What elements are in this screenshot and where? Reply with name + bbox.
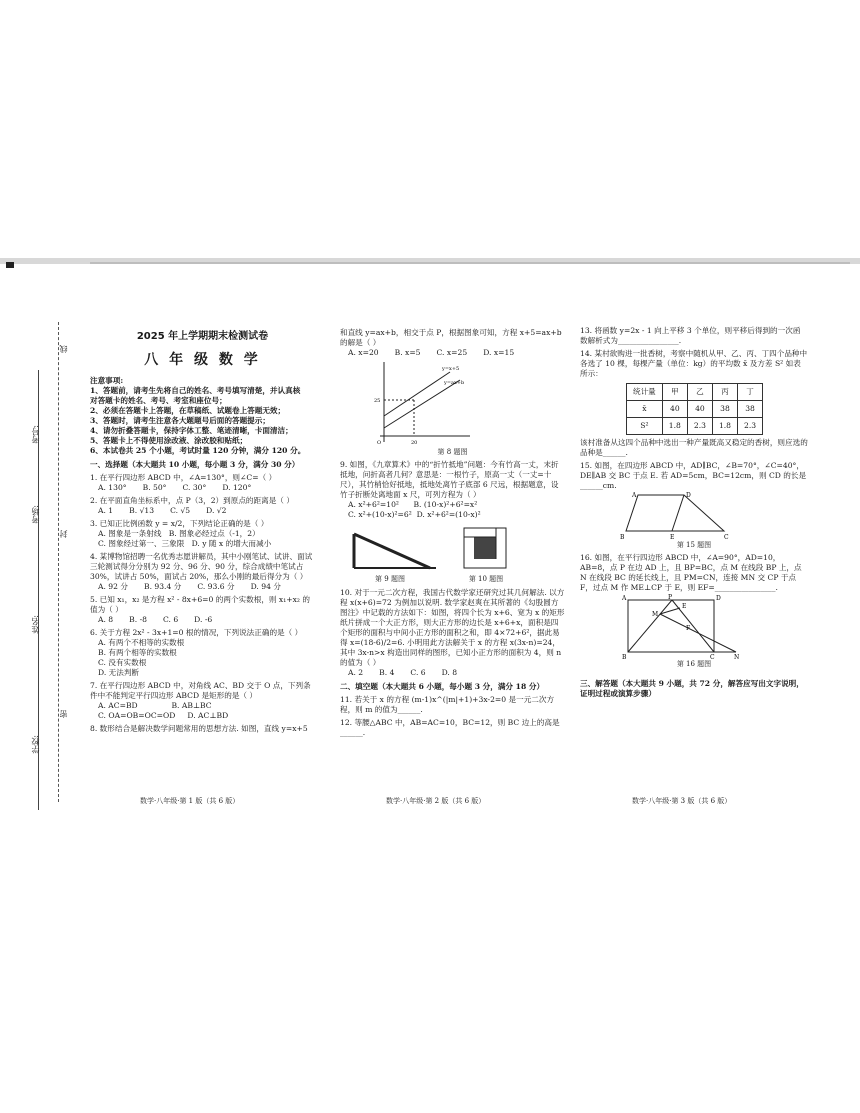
- question-1: 1. 在平行四边形 ABCD 中，∠A=130°，则∠C=（ ）: [90, 472, 277, 482]
- option: C. 没有实数根: [98, 658, 147, 668]
- label-a: A: [632, 492, 637, 500]
- name-label: 姓名:: [31, 615, 40, 634]
- label-p: P: [668, 593, 673, 601]
- option: [340, 500, 565, 510]
- option: D. 无法判断: [98, 668, 140, 678]
- question-13: 13. 将函数 y=2x - 1 向上平移 3 个单位，则平移后得到的一次函数解析式为________________.: [580, 326, 801, 346]
- figure-16-caption: 第 16 题图: [676, 659, 712, 668]
- table-row: [627, 401, 763, 418]
- table-cell: 1.8: [712, 418, 737, 435]
- label-b: B: [620, 534, 625, 542]
- segment-pc: [672, 600, 714, 652]
- option-text: D. y 随 x 的增大而减小: [191, 538, 272, 548]
- option-text: C. x²+(10-x)²=6²: [348, 510, 412, 520]
- option-text: B. (10-x)²+6²=x²: [413, 500, 478, 510]
- option: B. √13: [129, 505, 155, 515]
- notes-heading: 注意事项:: [90, 375, 124, 385]
- option-text: D. AC⊥BD: [187, 711, 229, 721]
- option: D. 8: [441, 667, 458, 677]
- label-e: E: [670, 534, 675, 542]
- question-8-continued: 和直线 y=ax+b，相交于点 P，根据图象可知，方程 x+5=ax+b 的解是（ ）: [340, 328, 562, 348]
- table-cell: S²: [627, 418, 663, 435]
- question-9: 9. 如图，《九章算术》中的“折竹抵地”问题：今有竹高一丈，末折抵地，问折高者几何？意思是：一根竹子，原高一丈（一丈=十尺），其竹梢恰好抵地，抵地处离竹子底部 6 尺远，根据题意，设竹子折断处离地面 x 尺，可列方程为（ ）: [340, 460, 559, 500]
- option-text: A. 图象是一条射线: [98, 528, 162, 538]
- label-line-2: y=ax+b: [444, 380, 465, 387]
- table-cell: 38: [738, 401, 763, 418]
- option: A. 8: [98, 615, 114, 624]
- label-f: F: [686, 624, 691, 632]
- figure-8-caption: 第 8 题图: [437, 448, 468, 457]
- option: A. 2: [348, 667, 364, 677]
- figures-9-10: [340, 524, 565, 584]
- table-header-row: [627, 384, 763, 401]
- table-header: 甲: [662, 384, 687, 401]
- section-3-heading: 三、解答题（本大题共 9 小题，共 72 分，解答应写出文字说明，证明过程或演算步骤）: [580, 678, 804, 698]
- question-14-end: 该村准备从这四个品种中选出一种产量既高又稳定的香树，则应选的品种是______.: [580, 438, 808, 458]
- table-cell: 2.3: [738, 418, 763, 435]
- section-1-heading: 一、选择题（本大题共 10 小题，每小题 3 分，满分 30 分）: [90, 459, 300, 469]
- label-x-value: 20: [411, 440, 418, 447]
- question-1-options: [90, 483, 315, 493]
- table-cell: 40: [662, 401, 687, 418]
- label-e: E: [682, 602, 687, 610]
- question-10-options: [340, 668, 565, 678]
- question-2-options: [90, 506, 315, 516]
- figure-9-wrap: [340, 524, 440, 584]
- exam-subject: 八 年 级 数 学: [144, 352, 261, 369]
- option: C. 30°: [182, 482, 207, 492]
- question-11: 11. 若关于 x 的方程 (m-1)x^(|m|+1)+3x-2=0 是一元二次方程，则 m 的值为______.: [340, 694, 555, 714]
- label-c: C: [710, 653, 715, 660]
- option: [90, 711, 315, 721]
- notes-list: [90, 386, 315, 456]
- option: D. 120°: [222, 482, 252, 492]
- figure-15-caption: 第 15 题图: [676, 541, 712, 550]
- option: [90, 701, 315, 711]
- table-cell: 40: [687, 401, 712, 418]
- line-y-x-plus-5: [384, 372, 450, 416]
- option: B. 4: [379, 667, 395, 677]
- question-16: 16. 如图，在平行四边形 ABCD 中，∠A=90°，AD=10，AB=8，点 P 在边 AD 上，且 BP=BC，点 M 在线段 BP 上，点 N 在线段 BC 的延长线上，且 PM=CN，连接 MN 交 CP 于点 F，过点 M 作 ME⊥CP 于 E，则 EF=________________.: [580, 553, 802, 593]
- option: A. x=20: [348, 348, 379, 358]
- stats-table: [626, 383, 763, 435]
- label-m: M: [652, 610, 659, 618]
- table-row: [627, 418, 763, 435]
- question-12: 12. 等腰△ABC 中，AB=AC=10，BC=12，则 BC 边上的高是______.: [340, 717, 560, 737]
- figure-8: [370, 358, 480, 448]
- figure-9: [340, 524, 440, 572]
- option: C. x=25: [436, 348, 468, 358]
- page-2-footer: 数学·八年级·第 2 版（共 6 版）: [386, 797, 486, 805]
- option-text: C. OA=OB=OC=OD: [98, 711, 176, 721]
- option: B. 50°: [142, 482, 167, 492]
- question-2: 2. 在平面直角坐标系中，点 P（3，2）到原点的距离是（ ）: [90, 495, 294, 505]
- exam-number-label: 考号:: [31, 425, 40, 444]
- question-15: 15. 如图，在四边形 ABCD 中，AD∥BC，∠B=70°，∠C=40°，DE∥AB 交 BC 于点 E. 若 AD=5cm，BC=12cm，则 CD 的长是______cm.: [580, 461, 807, 491]
- question-10: 10. 对于一元二次方程，我国古代数学家还研究过其几何解法. 以方程 x(x+6)=72 为例加以说明. 数学家赵爽在其所著的《勾股圆方图注》中记载的方法如下：如图，将四个长为 x+6、宽为 x 的矩形纸片拼成一个大正方形，则大正方形的边长是 x+6+x，面积是四个矩形的面积与中间小正方形的面积之和，即 4×72+6²，据此易得 x=(18-6)/2=6. 小明用此方法解关于 x 的方程 x(3x-n)=24，其中 3x-n>x 构造出同样的图形，已知小正方形的面积为 4，则 n 的值为（ ）: [340, 587, 565, 667]
- question-3: 3. 已知正比例函数 y = x/2，下列结论正确的是（ ）: [90, 518, 269, 528]
- option: [340, 510, 565, 520]
- question-14: 14. 某村欲购进一批香树，考察中随机从甲、乙、丙、丁四个品种中各选了 10 棵，每棵产量（单位：kg）的平均数 x̄ 及方差 S² 如表所示：: [580, 349, 808, 379]
- question-8: 8. 数形结合是解决数学问题常用的思想方法. 如图，直线 y=x+5: [90, 724, 308, 734]
- option-text: D. x²+6²=(10-x)²: [416, 510, 481, 520]
- question-6: 6. 关于方程 2x² - 3x+1=0 根的情况，下列说法正确的是（ ）: [90, 628, 303, 638]
- label-y-value: 25: [374, 398, 381, 405]
- note-item: 2、必须在答题卡上答题，在草稿纸、试题卷上答题无效；: [90, 405, 286, 415]
- page-3: [580, 318, 808, 818]
- figure-10-wrap: [460, 524, 512, 584]
- note-item: 1、答题前，请考生先将自己的姓名、考号填写清楚，并认真核: [90, 385, 301, 395]
- question-5-options: [90, 615, 315, 625]
- scan-top-line: [90, 262, 850, 264]
- figure-9-caption: 第 9 题图: [375, 575, 405, 584]
- trapezoid: [626, 495, 724, 531]
- question-8-options: [340, 348, 565, 358]
- option-text: A. x²+6²=10²: [348, 500, 399, 510]
- option-text: A. AC=BD: [98, 701, 138, 711]
- option: B. 93.4 分: [143, 581, 182, 591]
- page-2: [340, 318, 565, 818]
- section-2-heading: 二、填空题（本大题共 6 小题，每小题 3 分，满分 18 分）: [340, 681, 545, 691]
- note-item: 4、请勿折叠答题卡，保持字体工整、笔迹清晰，卡面清洁；: [90, 425, 293, 435]
- table-cell: 1.8: [662, 418, 687, 435]
- segment-mn: [660, 614, 736, 652]
- rectangle-abcd: [628, 600, 714, 652]
- line-y-ax-plus-b: [384, 380, 460, 428]
- segment-bp: [628, 600, 672, 652]
- table-cell: 2.3: [687, 418, 712, 435]
- option: A. 130°: [98, 482, 127, 492]
- label-n: N: [734, 653, 740, 660]
- option: D. x=15: [483, 348, 515, 358]
- option-text: C. 图象经过第一、三象限: [98, 538, 185, 548]
- bamboo-broken: [354, 534, 430, 568]
- note-item: 3、答题时，请考生注意各大题题号后面的答题提示；: [90, 415, 270, 425]
- question-7: 7. 在平行四边形 ABCD 中，对角线 AC、BD 交于 O 点，下列条件中不能判定平行四边形 ABCD 是矩形的是（ ）: [90, 681, 311, 701]
- figure-10-caption: 第 10 题图: [468, 575, 504, 584]
- label-d: D: [716, 594, 721, 602]
- label-line-1: y=x+5: [442, 366, 460, 373]
- inner-square: [474, 537, 496, 559]
- question-4: 4. 某博物馆招聘一名优秀志愿讲解员，其中小刚笔试、试讲、面试三轮测试得分分别为 92 分、96 分、90 分，综合成绩中笔试占 30%，试讲占 50%，面试占 20%，那么小刚的最后得分为（ ）: [90, 551, 313, 581]
- option: C. 6: [410, 667, 426, 677]
- table-header: 丙: [712, 384, 737, 401]
- page-1: [90, 318, 315, 818]
- binding-marker-seal: 封: [59, 530, 68, 538]
- label-origin: O: [377, 440, 382, 447]
- option-text: B. AB⊥BC: [171, 701, 212, 711]
- figure-15: [620, 491, 740, 541]
- table-cell: x̄: [627, 401, 663, 418]
- label-c: C: [724, 534, 729, 542]
- option: B. x=5: [394, 348, 421, 358]
- option: C. 6: [162, 615, 179, 624]
- page-1-footer: 数学·八年级·第 1 版（共 6 版）: [140, 797, 240, 805]
- option: D. 94 分: [250, 581, 281, 591]
- note-item: 5、答题卡上不得使用涂改液、涂改胶和贴纸；: [90, 435, 248, 445]
- option: A. 92 分: [98, 581, 128, 591]
- label-a: A: [622, 594, 627, 602]
- note-item: 6、本试卷共 25 个小题，考试时量 120 分钟，满分 120 分。: [90, 445, 306, 455]
- table-cell: 38: [712, 401, 737, 418]
- question-5: 5. 已知 x₁，x₂ 是方程 x² - 8x+6=0 的两个实数根，则 x₁+x₂ 的值为（ ）: [90, 594, 310, 614]
- option: C. √5: [170, 505, 191, 515]
- scan-mark: [6, 262, 14, 268]
- figure-10: [460, 524, 512, 572]
- option: B. -8: [129, 615, 147, 624]
- option: D. -6: [194, 615, 213, 624]
- exam-title: 2025 年上学期期末检测试卷: [136, 331, 269, 342]
- option-text: B. 图象必经过点（-1，2）: [168, 528, 260, 538]
- table-header: 乙: [687, 384, 712, 401]
- option: D. √2: [206, 505, 227, 515]
- table-header: 统计量: [627, 384, 663, 401]
- page-3-footer: 数学·八年级·第 3 版（共 6 版）: [632, 797, 732, 805]
- segment-de: [672, 495, 684, 531]
- option: A. 1: [98, 505, 114, 515]
- note-item: 对答题卡的姓名、考号、考室和座位号；: [90, 395, 227, 405]
- binding-strip: [58, 322, 67, 802]
- figure-16: [620, 594, 750, 660]
- option: [90, 539, 315, 549]
- label-d: D: [686, 492, 691, 500]
- binding-marker-secret: 密: [59, 710, 68, 718]
- option: B. 有两个相等的实数根: [98, 648, 177, 658]
- question-4-options: [90, 582, 315, 592]
- exam-room-label: 考场:: [31, 505, 40, 524]
- binding-marker-line: 线: [59, 345, 68, 353]
- label-b: B: [622, 653, 627, 660]
- option: [90, 529, 315, 539]
- option: C. 93.6 分: [197, 581, 235, 591]
- school-label: 学校:: [31, 735, 40, 754]
- option: A. 有两个不相等的实数根: [98, 638, 185, 648]
- table-header: 丁: [738, 384, 763, 401]
